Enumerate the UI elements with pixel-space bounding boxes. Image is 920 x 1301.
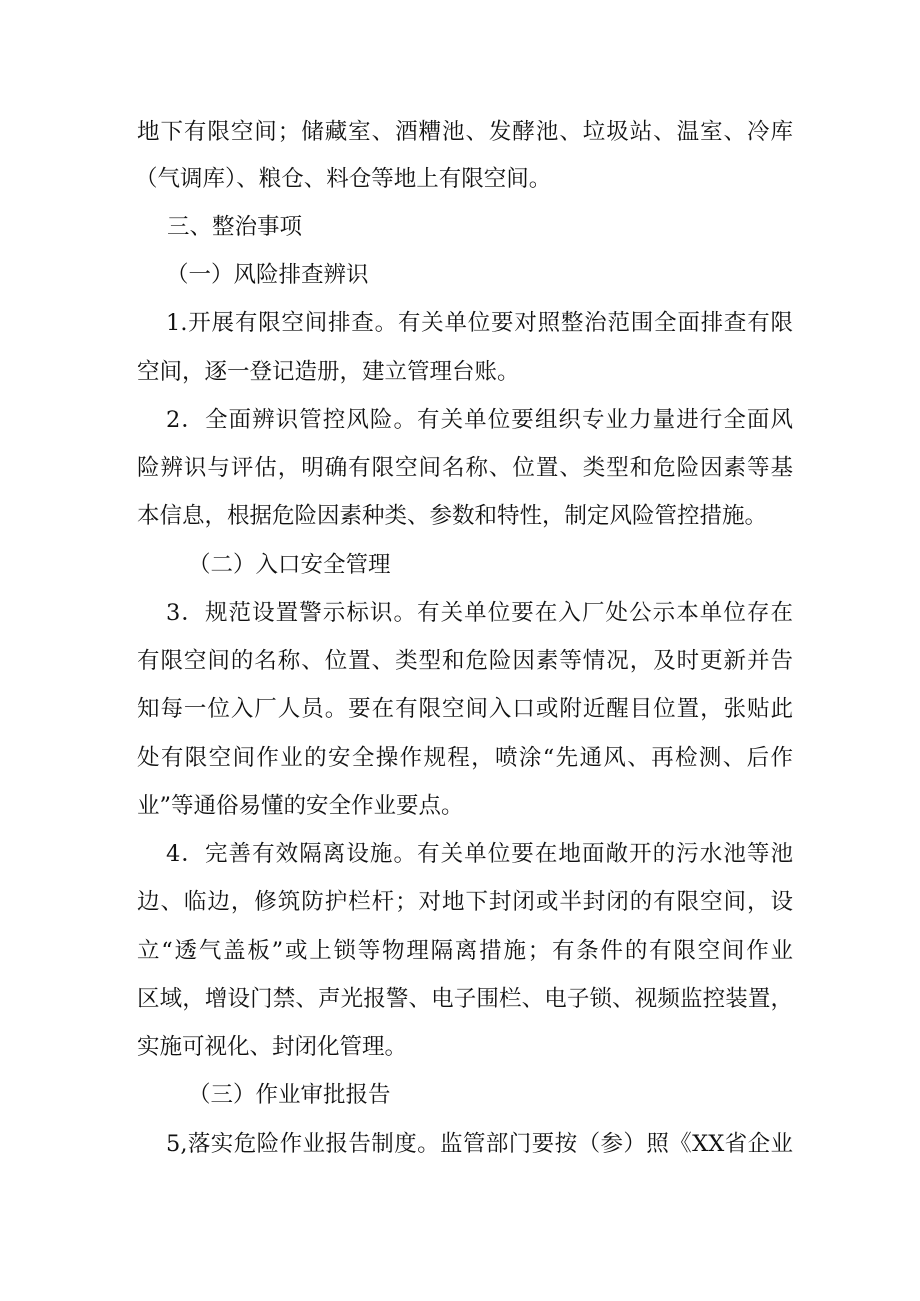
- paragraph-line: 边、临边，修筑防护栏杆；对地下封闭或半封闭的有限空间，设: [137, 889, 793, 915]
- paragraph-line: 险辨识与评估，明确有限空间名称、位置、类型和危险因素等基: [137, 455, 793, 481]
- paragraph-line: 区域，增设门禁、声光报警、电子围栏、电子锁、视频监控装置，: [137, 986, 793, 1012]
- paragraph-line: 业”等通俗易懂的安全作业要点。: [137, 793, 464, 819]
- subsection-heading: （二）入口安全管理: [188, 552, 391, 578]
- paragraph-line: 本信息，根据危险因素种类、参数和特性，制定风险管控措施。: [137, 503, 768, 529]
- paragraph-line: 3．规范设置警示标识。有关单位要在入厂处公示本单位存在: [166, 600, 793, 626]
- section-heading: 三、整治事项: [167, 214, 303, 240]
- paragraph-line: 空间，逐一登记造册，建立管理台账。: [137, 359, 520, 385]
- paragraph-line: 立“透气盖板”或上锁等物理隔离措施；有条件的有限空间作业: [137, 938, 793, 964]
- paragraph-line: 2．全面辨识管控风险。有关单位要组织专业力量进行全面风: [166, 407, 793, 433]
- paragraph-line: 知每一位入厂人员。要在有限空间入口或附近醒目位置，张贴此: [137, 696, 793, 722]
- paragraph-line: 处有限空间作业的安全操作规程，喷涂“先通风、再检测、后作: [137, 745, 793, 771]
- paragraph-line: 实施可视化、封闭化管理。: [137, 1034, 408, 1060]
- paragraph-line: （气调库）、粮仓、料仓等地上有限空间。: [135, 166, 552, 192]
- paragraph-line: 5,落实危险作业报告制度。监管部门要按（参）照《XX省企业: [166, 1131, 793, 1157]
- paragraph-line: 4．完善有效隔离设施。有关单位要在地面敞开的污水池等池: [166, 841, 793, 867]
- paragraph-line: 地下有限空间；储藏室、酒糟池、发酵池、垃圾站、温室、冷库: [137, 119, 793, 145]
- paragraph-line: 1.开展有限空间排查。有关单位要对照整治范围全面排查有限: [166, 310, 793, 336]
- subsection-heading: （三）作业审批报告: [188, 1082, 391, 1108]
- paragraph-line: 有限空间的名称、位置、类型和危险因素等情况，及时更新并告: [137, 648, 793, 674]
- subsection-heading: （一）风险排查辨识: [166, 262, 369, 288]
